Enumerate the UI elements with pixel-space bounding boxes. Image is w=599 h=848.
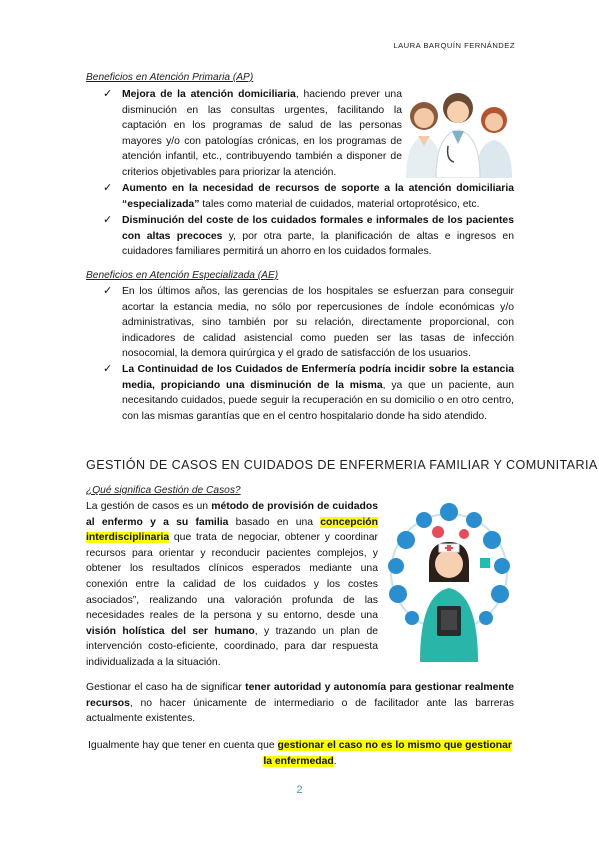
page-number: 2 (296, 784, 303, 796)
header-author: LAURA BARQUÍN FERNÁNDEZ (393, 41, 515, 50)
question-subtitle: ¿Qué significa Gestión de Casos? (86, 485, 241, 496)
ae-item-1: En los últimos años, las gerencias de los hospitales se esfuerzan para conseguir acortar la estancia media, no sólo por repercusiones de índole económicas y/o administrativas, sino también por su relación, directamente proporcional, con indicadores de calidad asistencial como pueden ser las tasas de infección nosocomial, la demora quirúrgica y el grado de satisfacción de los usuarios. (122, 286, 514, 360)
check-icon: ✓ (103, 182, 113, 194)
subtitle-ae: Beneficios en Atención Especializada (AE) (86, 270, 279, 281)
check-icon: ✓ (103, 363, 113, 375)
check-icon: ✓ (103, 285, 113, 297)
check-icon: ✓ (103, 214, 113, 226)
case-manager-illustration (384, 502, 514, 662)
ap-item-2: Aumento en la necesidad de recursos de soporte a la atención domiciliaria “especializada” tales como material de cuidados, material ortoprotésico, etc. (122, 183, 514, 210)
gc-paragraph-1: La gestión de casos es un método de provisión de cuidados al enfermo y a su familia basado en una concepción interdisciplinaria que trata de negociar, obtener y coordinar recursos para orientar y reconducir pacientes complejos, y obtener los resultados clínicos esperados mediante una conexión entre la calidad de los cuidados y los costes asociados”, realizando una valoración profunda de las necesidades reales de la persona y su entorno, desde una visión holística del ser humano, y trazando un plan de intervención costo-eficiente, coordinado, para dar respuesta individualizada a la situación. (86, 501, 378, 668)
ap-item-3: Disminución del coste de los cuidados formales e informales de los pacientes con altas precoces y, por otra parte, la planificación de altas e ingresos en cuidadores familiares permitirá un ahorro en los cuidados formales. (122, 215, 514, 258)
check-icon: ✓ (103, 88, 113, 100)
ae-item-2: La Continuidad de los Cuidados de Enfermería podría incidir sobre la estancia media, propiciando una disminución de la misma, ya que un paciente, aun necesitando cuidados, puede seguir la recuperación en su domicilio o en otro centro, con las mismas garantías que en el centro hospitalario donde ha sido atendido. (122, 364, 514, 422)
gc-paragraph-3: Igualmente hay que tener en cuenta que gestionar el caso no es lo mismo que gestionar la enfermedad. (88, 740, 512, 767)
nurses-illustration (402, 86, 514, 178)
subtitle-ap: Beneficios en Atención Primaria (AP) (86, 72, 254, 83)
ap-item-1: Mejora de la atención domiciliaria, haciendo prever una disminución en las consultas urgentes, facilitando la captación en los programas de salud de las personas mayores y/o con patologías crónicas, en los programas de atención infantil, etc., contribuyendo también a disponer de criterios objetivables para priorizar la atención. (122, 89, 402, 178)
section-heading: GESTIÓN DE CASOS EN CUIDADOS DE ENFERMERIA FAMILIAR Y COMUNITARIA (86, 458, 598, 472)
gc-paragraph-2: Gestionar el caso ha de significar tener autoridad y autonomía para gestionar realmente recursos, no hacer únicamente de intermediario o de facilitador ante las barreras actualmente existentes. (86, 682, 514, 725)
